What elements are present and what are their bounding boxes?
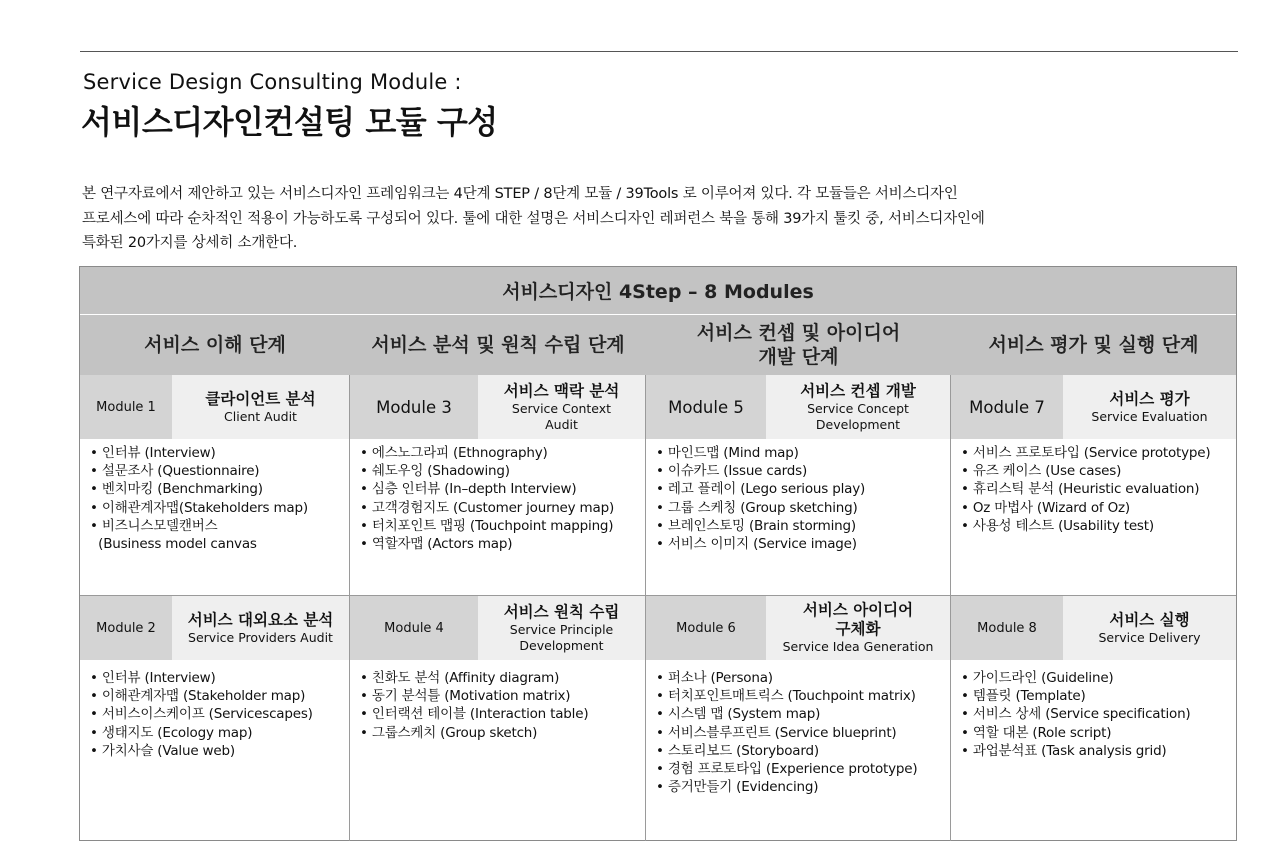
intro-line: 특화된 20가지를 상세히 소개한다.	[82, 235, 298, 251]
list-item: • 서비스이스케이프 (Servicescapes)	[90, 706, 313, 723]
module-3-header	[350, 375, 645, 439]
module-title-ko: 서비스 원칙 수립	[503, 602, 620, 621]
module-title-en: Service Idea Generation	[782, 639, 934, 654]
list-item: • 서비스 이미지 (Service image)	[656, 536, 857, 553]
intro-line: 프로세스에 따라 순차적인 적용이 가능하도록 구성되어 있다. 툴에 대한 설명은 서비스디자인 레퍼런스 북을 통해 39가지 툴킷 중, 서비스디자인에	[82, 210, 985, 227]
list-item: • 사용성 테스트 (Usability test)	[961, 517, 1154, 534]
list-item: • 인터랙션 테이블 (Interaction table)	[360, 706, 589, 723]
list-item: • 터치포인트 맵핑 (Touchpoint mapping)	[360, 517, 614, 534]
list-item: • 증거만들기 (Evidencing)	[656, 779, 819, 796]
module-title-ko: 서비스 평가	[1109, 389, 1190, 408]
list-item: • 설문조사 (Questionnaire)	[90, 463, 260, 480]
list-item: • 유즈 케이스 (Use cases)	[961, 463, 1122, 480]
list-item: • 이슈카드 (Issue cards)	[656, 463, 808, 480]
module-label: Module 3	[350, 375, 478, 439]
module-8-header	[951, 596, 1236, 660]
list-item: • 서비스 상세 (Service specification)	[961, 706, 1191, 723]
module-title-ko: 서비스 컨셉 개발	[800, 381, 916, 400]
page-subtitle: Service Design Consulting Module :	[83, 70, 462, 94]
list-item: • 레고 플레이 (Lego serious play)	[656, 481, 866, 498]
list-item: • 이해관계자맵 (Stakeholder map)	[90, 688, 306, 705]
phase-header-concept: 서비스 컨셉 및 아이디어 개발 단계	[646, 315, 951, 375]
list-item: • 그룹스케치 (Group sketch)	[360, 724, 538, 741]
list-item: • 경험 프로토타입 (Experience prototype)	[656, 761, 918, 778]
module-title	[172, 375, 349, 439]
module-4-header	[350, 596, 645, 660]
module-label: Module 1	[80, 375, 172, 439]
phase-header-evaluation: 서비스 평가 및 실행 단계	[951, 315, 1236, 375]
module-6-tools	[656, 669, 917, 796]
phase-header-understand: 서비스 이해 단계	[80, 315, 350, 375]
module-label: Module 8	[951, 596, 1063, 660]
module-label: Module 4	[350, 596, 478, 660]
list-item: • 서비스블루프린트 (Service blueprint)	[656, 724, 897, 741]
module-7-header	[951, 375, 1236, 439]
module-label: Module 5	[646, 375, 766, 439]
module-8-tools	[961, 669, 1191, 760]
module-title	[172, 596, 349, 660]
module-title	[478, 596, 645, 660]
module-title	[1063, 375, 1236, 439]
list-item: • 서비스 프로토타입 (Service prototype)	[961, 445, 1211, 461]
module-title-en: Service Concept Development	[807, 400, 909, 432]
list-item: • 브레인스토밍 (Brain storming)	[656, 517, 856, 534]
list-item: • 스토리보드 (Storyboard)	[656, 742, 819, 759]
list-item: • 터치포인트매트릭스 (Touchpoint matrix)	[656, 688, 916, 705]
list-item: • 인터뷰 (Interview)	[90, 445, 216, 461]
list-item: • 비즈니스모델캔버스	[90, 517, 218, 534]
table-title: 서비스디자인 4Step – 8 Modules	[80, 267, 1236, 315]
list-item: • 인터뷰 (Interview)	[90, 670, 216, 686]
module-title	[766, 596, 950, 660]
module-title-en: Service Principle Development	[509, 621, 614, 653]
list-item: • 동기 분석틀 (Motivation matrix)	[360, 688, 571, 705]
page-title: 서비스디자인컨설팅 모듈 구성	[81, 103, 498, 141]
module-1-tools	[90, 444, 308, 553]
list-item: • 에스노그라피 (Ethnography)	[360, 445, 548, 461]
intro-paragraph	[82, 182, 1182, 256]
list-item: • 역할자맵 (Actors map)	[360, 536, 513, 553]
module-title-ko: 서비스 실행	[1109, 610, 1190, 629]
top-rule	[80, 51, 1238, 52]
module-1-header	[80, 375, 349, 439]
list-item: • 이해관계자맵(Stakeholders map)	[90, 499, 308, 516]
list-item: • 가이드라인 (Guideline)	[961, 670, 1114, 686]
list-item: • 친화도 분석 (Affinity diagram)	[360, 670, 560, 686]
phase-header-analysis: 서비스 분석 및 원칙 수립 단계	[350, 315, 646, 375]
list-item: • 벤치마킹 (Benchmarking)	[90, 481, 263, 498]
module-title	[1063, 596, 1236, 660]
module-table	[79, 266, 1237, 841]
module-title-en: Service Context Audit	[511, 400, 612, 432]
intro-line: 본 연구자료에서 제안하고 있는 서비스디자인 프레임워크는 4단계 STEP / 8단계 모듈 / 39Tools 로 이루어져 있다. 각 모듈들은 서비스디자인	[82, 186, 958, 202]
list-item: • 쉐도우잉 (Shadowing)	[360, 463, 510, 480]
module-title-ko: 클라이언트 분석	[205, 389, 316, 408]
list-item: • 템플릿 (Template)	[961, 688, 1086, 705]
module-title	[766, 375, 950, 439]
list-item: • 그룹 스케칭 (Group sketching)	[656, 499, 858, 516]
module-label: Module 7	[951, 375, 1063, 439]
module-4-tools	[360, 669, 588, 742]
module-3-tools	[360, 444, 614, 553]
list-item: • 심층 인터뷰 (In–depth Interview)	[360, 481, 577, 498]
module-2-tools	[90, 669, 313, 760]
module-title-ko: 서비스 아이디어 구체화	[802, 601, 914, 638]
module-title	[478, 375, 645, 439]
list-item: • 가치사슬 (Value web)	[90, 742, 235, 759]
module-label: Module 2	[80, 596, 172, 660]
module-2-header	[80, 596, 349, 660]
module-title-en: Client Audit	[224, 408, 297, 424]
list-item: • 시스템 맵 (System map)	[656, 706, 821, 723]
module-title-ko: 서비스 대외요소 분석	[187, 610, 334, 629]
module-title-en: Service Evaluation	[1091, 408, 1208, 424]
list-item: • 휴리스틱 분석 (Heuristic evaluation)	[961, 481, 1200, 498]
module-title-en: Service Delivery	[1098, 629, 1201, 645]
list-item: • Oz 마법사 (Wizard of Oz)	[961, 499, 1130, 516]
module-title-ko: 서비스 맥락 분석	[503, 381, 620, 400]
list-item: • 퍼소나 (Persona)	[656, 670, 773, 686]
module-label: Module 6	[646, 596, 766, 660]
module-6-header	[646, 596, 950, 660]
list-item: (Business model canvas	[90, 536, 257, 553]
list-item: • 마인드맵 (Mind map)	[656, 445, 799, 461]
list-item: • 역할 대본 (Role script)	[961, 724, 1112, 741]
module-7-tools	[961, 444, 1210, 535]
list-item: • 생태지도 (Ecology map)	[90, 724, 253, 741]
list-item: • 과업분석표 (Task analysis grid)	[961, 742, 1167, 759]
module-5-header	[646, 375, 950, 439]
list-item: • 고객경험지도 (Customer journey map)	[360, 499, 615, 516]
module-5-tools	[656, 444, 865, 553]
module-title-en: Service Providers Audit	[188, 629, 333, 645]
